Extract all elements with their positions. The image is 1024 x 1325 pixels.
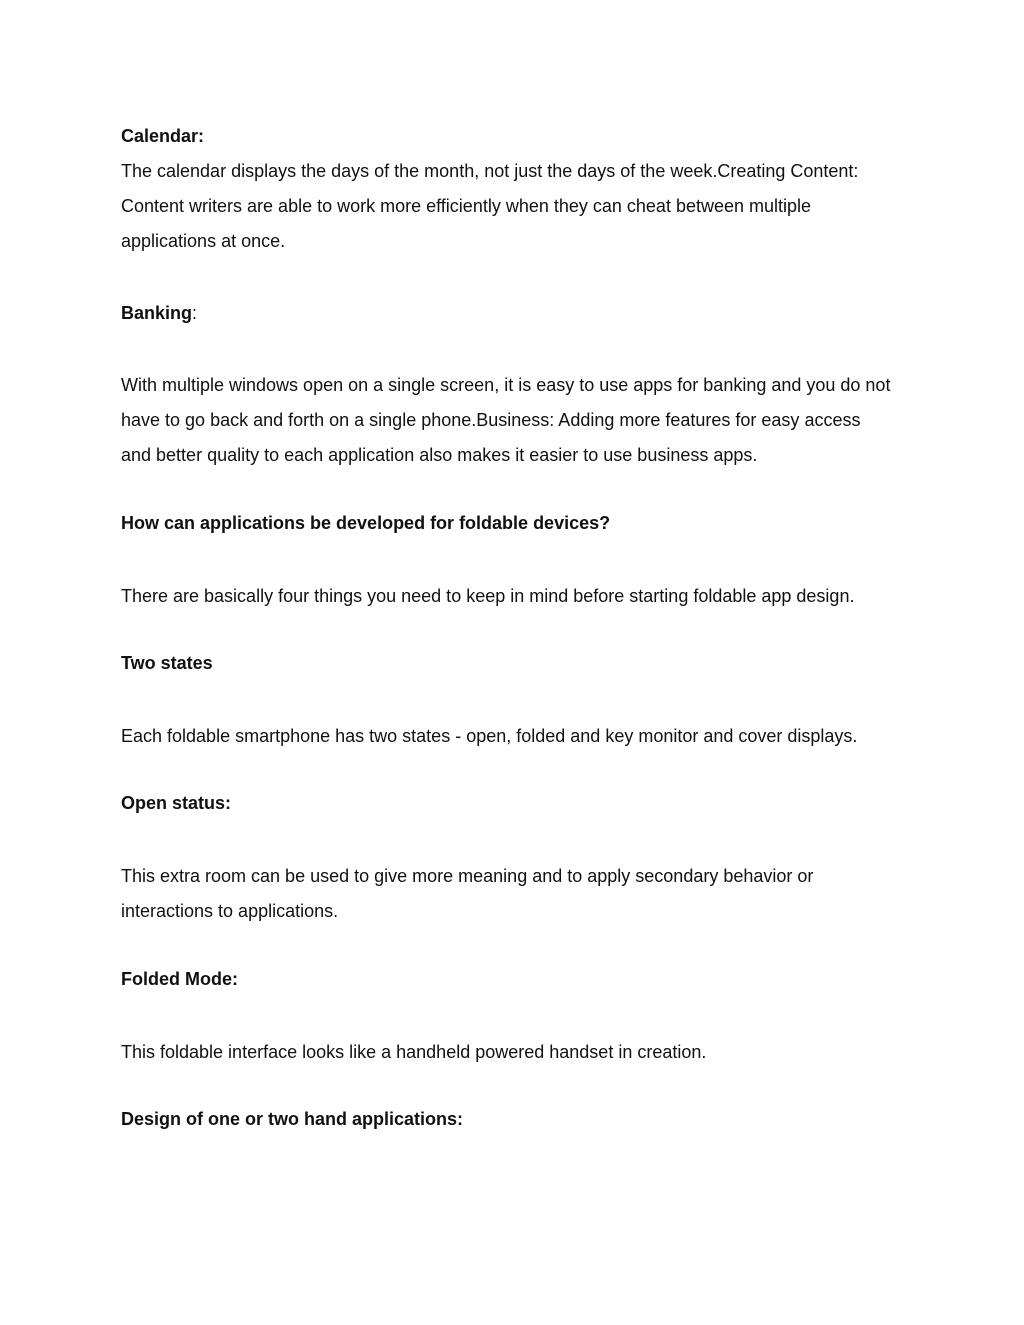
paragraph-banking: With multiple windows open on a single screen, it is easy to use apps for banking and you do not have to go back and forth on a single phone.Business: Adding more features for easy access and better quality to each application also makes it easier to use business apps. [121, 375, 891, 465]
spacer [121, 614, 891, 646]
spacer [121, 331, 891, 368]
spacer [121, 473, 891, 506]
heading-open-status: Open status: [121, 793, 232, 813]
spacer [121, 541, 891, 579]
spacer [121, 997, 891, 1035]
paragraph-calendar: The calendar displays the days of the month, not just the days of the week.Creating Content: Content writers are able to work more efficiently when they can cheat between multiple applications at once. [121, 161, 859, 251]
heading-calendar: Calendar: [121, 126, 205, 146]
spacer [121, 259, 891, 296]
spacer [121, 1070, 891, 1102]
heading-foldable-development: How can applications be developed for foldable devices? [121, 513, 611, 533]
heading-folded-mode: Folded Mode: [121, 969, 238, 989]
spacer [121, 681, 891, 719]
spacer [121, 821, 891, 859]
paragraph-folded-mode: This foldable interface looks like a handheld powered handset in creation. [121, 1042, 707, 1062]
heading-banking [121, 296, 891, 331]
spacer [121, 929, 891, 962]
paragraph-open-status: This extra room can be used to give more meaning and to apply secondary behavior or interactions to applications. [121, 866, 814, 921]
paragraph-foldable-development: There are basically four things you need to keep in mind before starting foldable app design. [121, 586, 855, 606]
heading-two-states: Two states [121, 653, 213, 673]
heading-hand-applications: Design of one or two hand applications: [121, 1109, 464, 1129]
paragraph-two-states: Each foldable smartphone has two states - open, folded and key monitor and cover displays. [121, 726, 858, 746]
heading-banking-text: Banking [121, 303, 193, 323]
spacer [121, 754, 891, 786]
heading-banking-colon: : [192, 303, 198, 323]
document-content [121, 119, 891, 1137]
